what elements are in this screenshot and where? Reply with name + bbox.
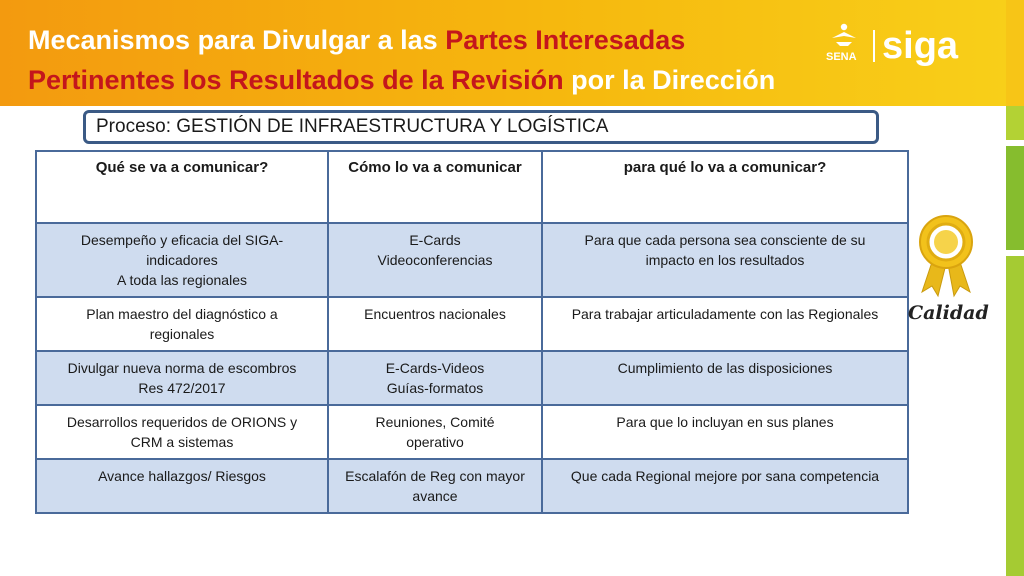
decorative-color-strip bbox=[1006, 0, 1024, 576]
cell-text: Reuniones, Comité bbox=[375, 414, 495, 430]
process-label-box bbox=[83, 110, 879, 144]
header-why: para qué lo va a comunicar? bbox=[542, 151, 908, 223]
cell-why bbox=[542, 351, 908, 405]
cell-text: CRM a sistemas bbox=[130, 434, 234, 450]
title-line1-highlight: Partes Interesadas bbox=[445, 25, 686, 55]
cell-how bbox=[328, 405, 542, 459]
cell-text: Para que lo incluyan en sus planes bbox=[616, 414, 834, 430]
header-what: Qué se va a comunicar? bbox=[36, 151, 328, 223]
header-how: Cómo lo va a comunicar bbox=[328, 151, 542, 223]
cell-how bbox=[328, 459, 542, 513]
cell-text: regionales bbox=[149, 326, 215, 342]
sena-siga-logo bbox=[822, 20, 982, 76]
cell-text: indicadores bbox=[146, 252, 218, 268]
title-line1-part1: Mecanismos para Divulgar a las bbox=[28, 25, 446, 55]
cell-what bbox=[36, 459, 328, 513]
cell-why bbox=[542, 223, 908, 297]
cell-text: Desempeño y eficacia del SIGA- bbox=[80, 232, 284, 248]
cell-text: Guías-formatos bbox=[386, 380, 484, 396]
table-row bbox=[36, 297, 908, 351]
cell-text: Encuentros nacionales bbox=[364, 306, 506, 322]
cell-text: Para que cada persona sea consciente de su bbox=[584, 232, 866, 248]
slide-title bbox=[28, 20, 828, 100]
cell-how bbox=[328, 223, 542, 297]
cell-text: Escalafón de Reg con mayor bbox=[345, 468, 525, 484]
cell-text: Plan maestro del diagnóstico a bbox=[86, 306, 278, 322]
cell-text: impacto en los resultados bbox=[645, 252, 805, 268]
title-line2-part2: por la Dirección bbox=[563, 65, 776, 95]
cell-text: Para trabajar articuladamente con las Regionales bbox=[571, 306, 879, 322]
table-row bbox=[36, 405, 908, 459]
cell-how bbox=[328, 297, 542, 351]
cell-text: Desarrollos requeridos de ORIONS y bbox=[66, 414, 298, 430]
table-row bbox=[36, 223, 908, 297]
cell-what bbox=[36, 223, 328, 297]
cell-text: Que cada Regional mejore por sana competencia bbox=[570, 468, 880, 484]
title-line2-highlight: Pertinentes los Resultados de la Revisión bbox=[28, 65, 564, 95]
table-header-row bbox=[36, 151, 908, 223]
cell-text: avance bbox=[412, 488, 458, 504]
cell-why bbox=[542, 297, 908, 351]
logos bbox=[822, 20, 982, 76]
cell-text: Avance hallazgos/ Riesgos bbox=[98, 468, 266, 484]
table-row bbox=[36, 351, 908, 405]
cell-text: A toda las regionales bbox=[117, 272, 247, 288]
cell-what bbox=[36, 351, 328, 405]
cell-text: E-Cards bbox=[409, 232, 461, 248]
sena-logo-text: SENA bbox=[826, 51, 857, 63]
cell-why bbox=[542, 405, 908, 459]
cell-text: E-Cards-Videos bbox=[385, 360, 485, 376]
cell-why bbox=[542, 459, 908, 513]
quality-medal-icon bbox=[908, 212, 988, 298]
cell-text: Cumplimiento de las disposiciones bbox=[617, 360, 833, 376]
communication-table bbox=[35, 150, 909, 514]
quality-badge-label: Calidad bbox=[908, 302, 989, 324]
cell-text: Divulgar nueva norma de escombros bbox=[67, 360, 297, 376]
cell-text: operativo bbox=[406, 434, 464, 450]
process-label: Proceso: GESTIÓN DE INFRAESTRUCTURA Y LOGÍSTICA bbox=[96, 116, 609, 137]
cell-what bbox=[36, 297, 328, 351]
cell-how bbox=[328, 351, 542, 405]
cell-text: Res 472/2017 bbox=[138, 380, 226, 396]
siga-logo-text: siga bbox=[882, 25, 959, 67]
sena-logo-icon bbox=[832, 24, 856, 46]
cell-what bbox=[36, 405, 328, 459]
table-row bbox=[36, 459, 908, 513]
cell-text: Videoconferencias bbox=[377, 252, 493, 268]
